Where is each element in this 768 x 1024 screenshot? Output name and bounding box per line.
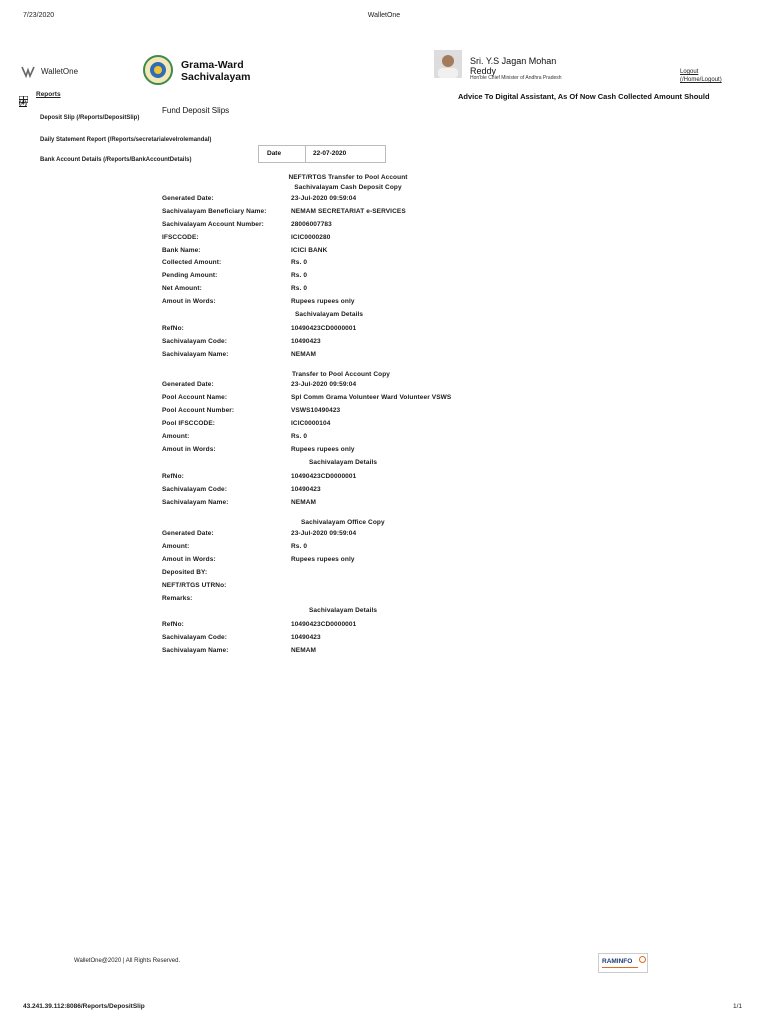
field-value: Rs. 0 bbox=[291, 543, 308, 550]
field-value: Spl Comm Grama Volunteer Ward Volunteer VSWS bbox=[291, 394, 452, 401]
print-page-number: 1/1 bbox=[733, 1003, 743, 1010]
walletone-logo-icon bbox=[20, 63, 36, 79]
field-value: 10490423 bbox=[291, 338, 321, 345]
print-title: WalletOne bbox=[367, 12, 401, 19]
print-date: 7/23/2020 bbox=[23, 12, 55, 19]
user-name-line1: Sri. Y.S Jagan Mohan bbox=[470, 56, 557, 66]
field-label: Pending Amount: bbox=[162, 272, 218, 279]
field-value: Rs. 0 bbox=[291, 285, 308, 292]
field-value: 23-Jul-2020 09:59:04 bbox=[291, 381, 357, 388]
portal-title-line1: Grama-Ward bbox=[181, 59, 244, 71]
date-label: Date bbox=[267, 150, 282, 157]
section-heading-pool: Transfer to Pool Account Copy bbox=[292, 371, 391, 378]
field-value: NEMAM bbox=[291, 499, 317, 506]
app-name: WalletOne bbox=[41, 67, 79, 76]
raminfo-logo-text: RAMINFO bbox=[602, 958, 633, 965]
field-label: Collected Amount: bbox=[162, 259, 222, 266]
logout-link[interactable] bbox=[680, 68, 722, 84]
field-label: Amout in Words: bbox=[162, 298, 216, 305]
field-value: 10490423 bbox=[291, 634, 321, 641]
field-value: 23-Jul-2020 09:59:04 bbox=[291, 195, 357, 202]
field-value: ICICI BANK bbox=[291, 247, 328, 254]
field-value: VSWS10490423 bbox=[291, 407, 341, 414]
section-heading-details: Sachivalayam Details bbox=[309, 459, 378, 466]
field-label: Amount: bbox=[162, 433, 190, 440]
portal-title-line2: Sachivalayam bbox=[181, 71, 251, 83]
field-label: Sachivalayam Code: bbox=[162, 486, 228, 493]
field-label: Pool Account Name: bbox=[162, 394, 228, 401]
field-label: Generated Date: bbox=[162, 195, 214, 202]
field-label: Sachivalayam Name: bbox=[162, 499, 229, 506]
logout-label[interactable]: Logout bbox=[680, 69, 699, 75]
print-url: 43.241.39.112:8086/Reports/DepositSlip bbox=[23, 1003, 145, 1010]
nav-reports-link[interactable]: Reports bbox=[36, 91, 61, 98]
ap-emblem-icon bbox=[143, 54, 173, 86]
grid-menu-icon[interactable] bbox=[19, 90, 28, 97]
field-value: NEMAM SECRETARIAT e-SERVICES bbox=[291, 208, 406, 215]
field-label: Sachivalayam Beneficiary Name: bbox=[162, 208, 267, 215]
field-label: Sachivalayam Code: bbox=[162, 338, 228, 345]
field-label: Amount: bbox=[162, 543, 190, 550]
logout-path[interactable]: (/Home/Logout) bbox=[680, 77, 722, 83]
field-label: Remarks: bbox=[162, 595, 193, 602]
section-heading-details: Sachivalayam Details bbox=[309, 607, 378, 614]
portal-title bbox=[181, 59, 250, 83]
field-value: NEMAM bbox=[291, 647, 317, 654]
sidebar-item-daily-statement[interactable]: Daily Statement Report (/Reports/secretarialevelrolemandal) bbox=[40, 137, 212, 143]
field-value: Rs. 0 bbox=[291, 272, 308, 279]
raminfo-mark-icon bbox=[639, 956, 646, 963]
field-label: NEFT/RTGS UTRNo: bbox=[162, 582, 227, 589]
user-avatar bbox=[434, 50, 462, 78]
field-value: 23-Jul-2020 09:59:04 bbox=[291, 530, 357, 537]
field-label: RefNo: bbox=[162, 473, 184, 480]
raminfo-logo bbox=[598, 953, 648, 973]
field-label: Sachivalayam Account Number: bbox=[162, 221, 264, 228]
date-filter bbox=[258, 145, 386, 163]
field-label: Bank Name: bbox=[162, 247, 201, 254]
field-label: RefNo: bbox=[162, 621, 184, 628]
field-value: 10490423CD0000001 bbox=[291, 473, 357, 480]
report-subtitle: Sachivalayam Cash Deposit Copy bbox=[294, 184, 402, 191]
field-label: Generated Date: bbox=[162, 381, 214, 388]
field-label: Sachivalayam Name: bbox=[162, 647, 229, 654]
field-value: 10490423CD0000001 bbox=[291, 325, 357, 332]
page-title: Fund Deposit Slips bbox=[162, 106, 230, 115]
field-label: Deposited BY: bbox=[162, 569, 208, 576]
field-value: Rs. 0 bbox=[291, 433, 308, 440]
field-label: Sachivalayam Code: bbox=[162, 634, 228, 641]
field-label: Pool Account Number: bbox=[162, 407, 235, 414]
field-label: Amout in Words: bbox=[162, 556, 216, 563]
field-label: Pool IFSCCODE: bbox=[162, 420, 216, 427]
field-label: Sachivalayam Name: bbox=[162, 351, 229, 358]
field-value: Rupees rupees only bbox=[291, 556, 355, 563]
field-label: RefNo: bbox=[162, 325, 184, 332]
advice-text: Advice To Digital Assistant, As Of Now Cash Collected Amount Should bbox=[458, 92, 710, 101]
field-value: Rs. 0 bbox=[291, 259, 308, 266]
field-label: IFSCCODE: bbox=[162, 234, 199, 241]
field-value: Rupees rupees only bbox=[291, 298, 355, 305]
section-heading-details: Sachivalayam Details bbox=[295, 311, 364, 318]
sidebar-item-bank-account-details[interactable]: Bank Account Details (/Reports/BankAccountDetails) bbox=[40, 157, 192, 163]
field-label: Net Amount: bbox=[162, 285, 202, 292]
field-label: Amout in Words: bbox=[162, 446, 216, 453]
sidebar-item-deposit-slip[interactable]: Deposit Slip (/Reports/DepositSlip) bbox=[40, 115, 140, 121]
field-value: Rupees rupees only bbox=[291, 446, 355, 453]
field-label: Generated Date: bbox=[162, 530, 214, 537]
field-value: ICIC0000280 bbox=[291, 234, 331, 241]
field-value: 28006007783 bbox=[291, 221, 332, 228]
date-input[interactable]: 22-07-2020 bbox=[313, 150, 347, 157]
user-designation: Hon'ble Chief Minister of Andhra Pradesh bbox=[470, 75, 562, 81]
user-name-line2: Reddy bbox=[470, 66, 497, 76]
footer-copyright: WalletOne@2020 | All Rights Reserved. bbox=[74, 958, 181, 964]
user-name bbox=[470, 56, 556, 76]
field-value: ICIC0000104 bbox=[291, 420, 331, 427]
field-value: 10490423CD0000001 bbox=[291, 621, 357, 628]
field-value: NEMAM bbox=[291, 351, 317, 358]
report-title: NEFT/RTGS Transfer to Pool Account bbox=[288, 174, 408, 181]
field-value: 10490423 bbox=[291, 486, 321, 493]
nav-hash-link[interactable]: (#) bbox=[19, 100, 27, 107]
section-heading-office: Sachivalayam Office Copy bbox=[301, 519, 385, 526]
